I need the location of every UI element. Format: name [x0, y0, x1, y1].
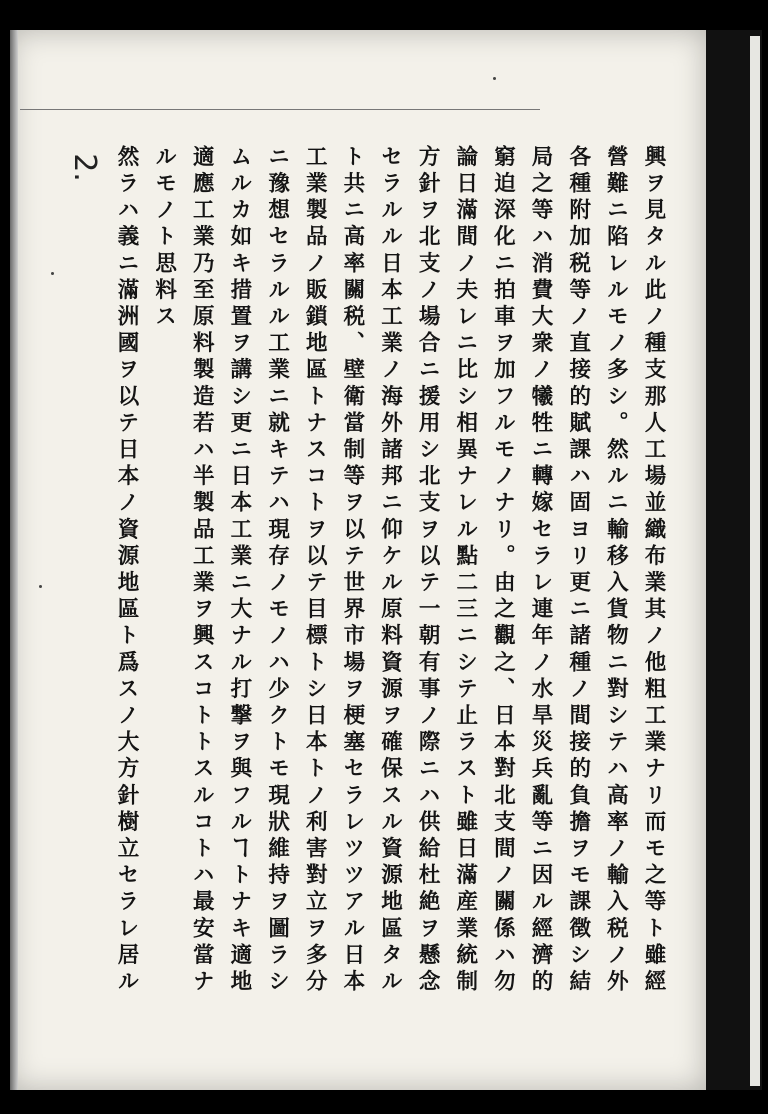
text-column-1: 興ヲ見タル此ノ種支那人工場並織布業其ノ他粗工業ナリ而モ之等ト雖經: [640, 145, 666, 997]
text-column-6: 論日滿間ノ夫レニ比シ相異ナレル點二三ニシテ止ラスト雖日滿産業統制: [452, 145, 478, 997]
text-column-7: 方針ヲ北支ノ場合ニ援用シ北支ヲ以テ一朝有事ノ際ニハ供給杜絶ヲ懸念: [415, 145, 441, 997]
text-column-3: 各種附加税等ノ直接的賦課ハ固ヨリ更ニ諸種ノ間接的負擔ヲモ課徴シ結: [565, 145, 591, 997]
text-column-14: ルモノト思料ス: [151, 145, 177, 332]
header-rule: [20, 109, 540, 110]
ink-speck: [51, 272, 54, 275]
text-column-8: セラルル日本工業ノ海外諸邦ニ仰ケル原料資源ヲ確保スル資源地區タル: [377, 145, 403, 997]
ink-speck: [39, 585, 42, 588]
next-page-edge: [750, 36, 760, 1086]
text-column-2: 營難ニ陷レルモノ多シ。然ルニ輸移入貨物ニ對シテハ高率ノ輸入税ノ外: [603, 145, 629, 997]
page-edge-shadow: [10, 30, 18, 1090]
text-column-12: ムルカ如キ措置ヲ講シ更ニ日本工業ニ大ナル打撃ヲ與フルヿトナキ適地: [226, 145, 252, 997]
text-column-15: 然ラハ義ニ滿洲國ヲ以テ日本ノ資源地區ト爲スノ大方針樹立セラレ居ル: [114, 145, 139, 997]
vertical-text-block: [110, 145, 670, 1015]
text-column-9: ト共ニ高率關税、壁衛當制等ヲ以テ世界市場ヲ梗塞セラレツツアル日本: [339, 145, 365, 997]
text-column-13: 適應工業乃至原料製造若ハ半製品工業ヲ興スコトトスルコトハ最安當ナ: [189, 145, 215, 997]
text-column-4: 局之等ハ消費大衆ノ犧牲ニ轉嫁セラレ連年ノ水旱災兵亂等ニ因ル經濟的: [528, 145, 554, 997]
margin-handwritten-mark: 2.: [66, 153, 102, 182]
text-column-10: 工業製品ノ販鎖地區トナスコトヲ以テ目標トシ日本トノ利害對立ヲ多分: [302, 145, 328, 997]
ink-speck: [493, 77, 496, 80]
text-column-11: ニ豫想セラルル工業ニ就キテハ現存ノモノハ少クトモ現狀維持ヲ圖ラシ: [264, 145, 290, 997]
text-column-5: 窮迫深化ニ拍車ヲ加フルモノナリ。由之觀之、日本對北支間ノ關係ハ勿: [490, 145, 516, 997]
